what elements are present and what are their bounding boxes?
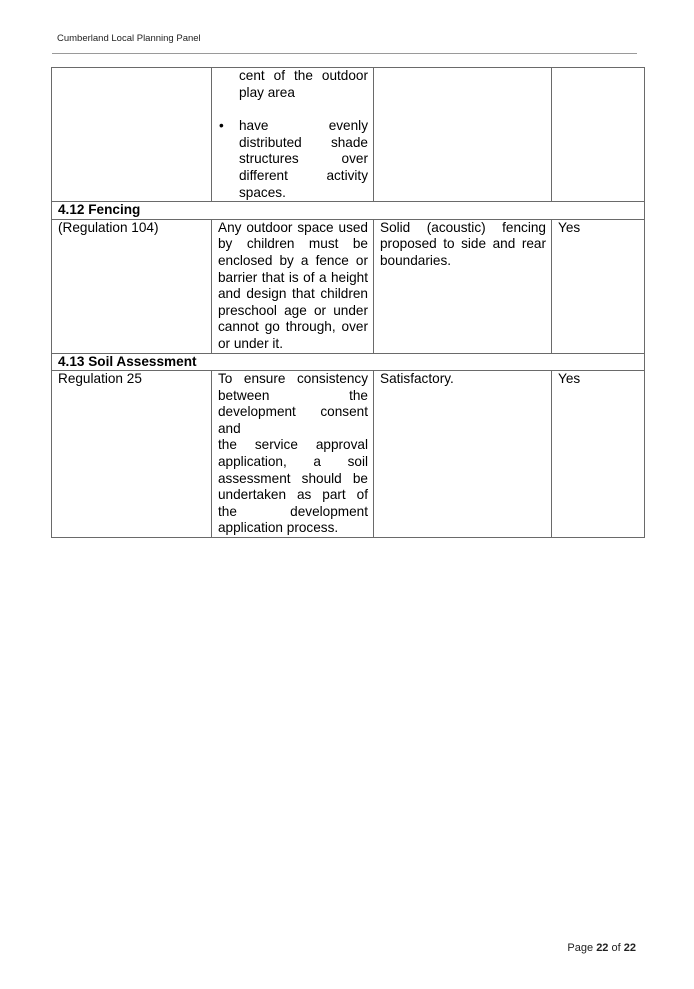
page-of: of (611, 942, 621, 954)
requirement-text-line: To ensure consistency between the development consent and (218, 371, 368, 436)
requirement-text-line: the service approval application, a soil assessment should be undertaken as part of the development application process. (218, 437, 368, 536)
compliance-cell: Yes (552, 371, 645, 538)
bullet-text: have evenly distributed shade structures over different activity spaces. (239, 118, 368, 200)
compliance-cell (552, 68, 645, 202)
requirements-table (51, 67, 645, 538)
page-total: 22 (623, 942, 636, 954)
table-row (52, 68, 645, 202)
requirement-cell (212, 371, 374, 538)
regulation-cell (52, 68, 212, 202)
section-heading-row (52, 202, 645, 220)
header-divider (52, 53, 637, 54)
requirement-cell (212, 68, 374, 202)
proposal-cell: Solid (acoustic) fencing proposed to side and rear boundaries. (374, 219, 552, 353)
proposal-cell (374, 68, 552, 202)
requirement-continued-text: cent of the outdoor play area (239, 68, 368, 100)
requirement-cell: Any outdoor space used by children must be enclosed by a fence or barrier that is of a height and design that children preschool age or under cannot go through, over or under it. (212, 219, 374, 353)
page-current: 22 (596, 942, 609, 954)
table-row (52, 219, 645, 353)
proposal-cell: Satisfactory. (374, 371, 552, 538)
page-label: Page (567, 942, 594, 954)
section-heading-row (52, 353, 645, 371)
regulation-cell: Regulation 25 (52, 371, 212, 538)
page-number (567, 942, 636, 954)
document-header: Cumberland Local Planning Panel (57, 33, 201, 44)
regulation-cell: (Regulation 104) (52, 219, 212, 353)
bullet-icon: • (219, 118, 224, 134)
bullet-list-item (218, 118, 368, 201)
table-row (52, 371, 645, 538)
compliance-cell: Yes (552, 219, 645, 353)
section-heading-fencing: 4.12 Fencing (52, 202, 645, 220)
section-heading-soil-assessment: 4.13 Soil Assessment (52, 353, 645, 371)
